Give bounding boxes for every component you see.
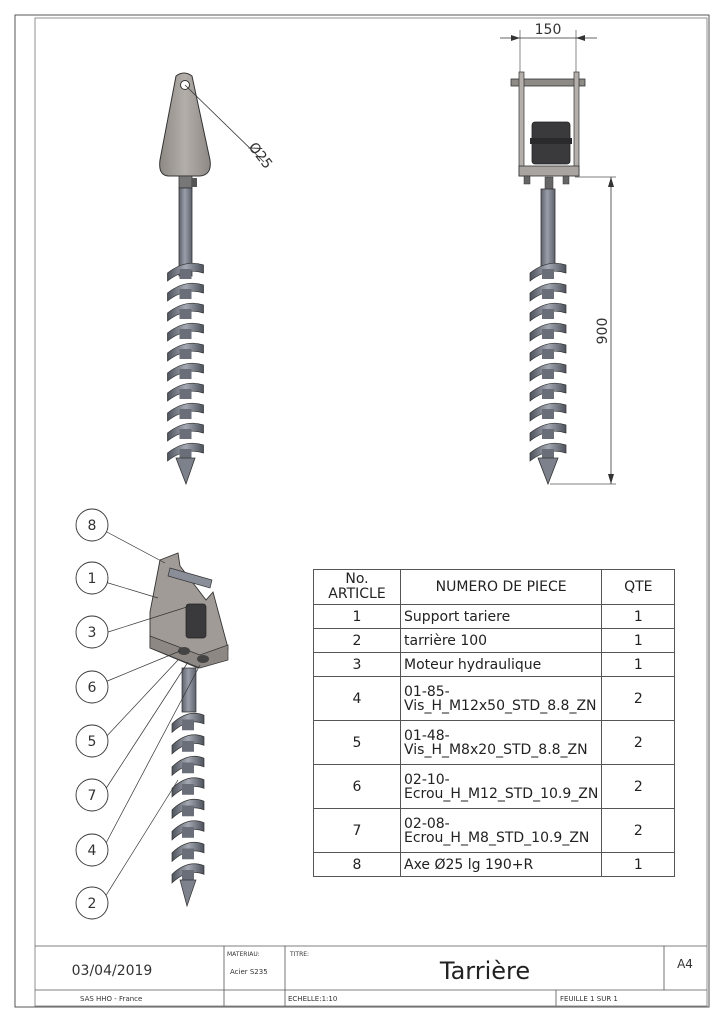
bom-name: 01-48-Vis_H_M8x20_STD_8.8_ZN — [401, 721, 602, 765]
title-label: TITRE: — [290, 951, 310, 958]
bom-num: 3 — [314, 653, 401, 677]
bom-name: 01-85-Vis_H_M12x50_STD_8.8_ZN — [401, 677, 602, 721]
iso-auger-tip — [180, 880, 196, 906]
auger-flights — [168, 263, 204, 461]
bom-qty: 1 — [602, 853, 675, 877]
iso-motor — [186, 604, 206, 638]
nut-right — [563, 176, 569, 184]
bom-header-part: NUMERO DE PIECE — [401, 570, 602, 605]
bom-name: Axe Ø25 lg 190+R — [401, 853, 602, 877]
balloon-label: 7 — [87, 788, 97, 804]
shaft — [179, 188, 192, 276]
auger-core — [180, 289, 192, 299]
paper-format: A4 — [677, 957, 693, 971]
scale: ECHELLE:1:10 — [288, 995, 338, 1003]
bom-qty: 1 — [602, 605, 675, 629]
bom-header-row — [314, 570, 675, 605]
auger-core — [542, 389, 554, 399]
bom-num: 7 — [314, 809, 401, 853]
auger-core — [180, 409, 192, 419]
bom-num: 6 — [314, 765, 401, 809]
bracket-base — [519, 166, 579, 176]
balloon-label: 1 — [87, 571, 97, 587]
front-view — [160, 73, 276, 484]
balloon-label: 6 — [87, 680, 97, 696]
auger-core — [180, 429, 192, 439]
auger-core — [542, 309, 554, 319]
balloon-label: 4 — [87, 843, 97, 859]
bom-header-qty: QTE — [602, 570, 675, 605]
bom-row — [314, 629, 675, 653]
iso-auger-flights — [172, 713, 204, 883]
bom-header-article: No. ARTICLE — [314, 570, 401, 605]
auger-core — [542, 429, 554, 439]
sheet-number: FEUILLE 1 SUR 1 — [560, 995, 618, 1003]
balloon-label: 8 — [87, 518, 97, 534]
auger-core — [182, 720, 194, 731]
company: SAS HHO - France — [80, 995, 143, 1003]
auger-core — [182, 870, 194, 881]
bom-qty: 2 — [602, 721, 675, 765]
auger-core — [182, 763, 194, 774]
balloon-label: 3 — [87, 625, 97, 641]
width-arrow-left — [511, 35, 520, 41]
iso-nut — [197, 655, 209, 663]
bracket-right — [574, 72, 579, 176]
auger-tip — [176, 458, 195, 484]
side-view — [500, 22, 616, 484]
auger-core — [182, 741, 194, 752]
auger-tip — [538, 458, 558, 484]
diameter-label: Ø25 — [244, 139, 276, 173]
bom-num: 8 — [314, 853, 401, 877]
motor-ring — [530, 138, 572, 144]
bom-row — [314, 605, 675, 629]
isometric-view — [76, 509, 228, 919]
hub-clip — [192, 178, 197, 187]
material-value: Acier S235 — [230, 968, 268, 976]
auger-core — [180, 329, 192, 339]
width-arrow-right — [576, 35, 585, 41]
auger-core — [180, 349, 192, 359]
auger-core — [180, 309, 192, 319]
auger-core — [542, 409, 554, 419]
material-label: MATERIAU: — [227, 951, 260, 958]
bom-num: 5 — [314, 721, 401, 765]
bom-row — [314, 653, 675, 677]
bom-row — [314, 809, 675, 853]
bom-row — [314, 677, 675, 721]
bom-name: 02-08-Ecrou_H_M8_STD_10.9_ZN — [401, 809, 602, 853]
bom-row — [314, 765, 675, 809]
auger-core — [180, 389, 192, 399]
bill-of-materials — [313, 569, 675, 877]
auger-core — [542, 349, 554, 359]
bom-name: Moteur hydraulique — [401, 653, 602, 677]
auger-core — [180, 369, 192, 379]
iso-shaft — [182, 668, 196, 712]
bracket-left — [519, 72, 524, 176]
auger-core — [542, 449, 554, 459]
bom-qty: 2 — [602, 765, 675, 809]
balloons — [76, 509, 108, 919]
bom-qty: 2 — [602, 677, 675, 721]
balloon-label: 5 — [87, 734, 97, 750]
auger-core — [542, 369, 554, 379]
hub — [179, 176, 192, 188]
height-arrow-top — [608, 177, 614, 187]
bom-num: 4 — [314, 677, 401, 721]
auger-core — [542, 289, 554, 299]
auger-core — [180, 269, 192, 279]
bom-qty: 1 — [602, 653, 675, 677]
auger-core — [182, 784, 194, 795]
bom-qty: 2 — [602, 809, 675, 853]
bom-row — [314, 853, 675, 877]
bom-name: 02-10-Ecrou_H_M12_STD_10.9_ZN — [401, 765, 602, 809]
auger-core — [182, 849, 194, 860]
bom-num: 1 — [314, 605, 401, 629]
shaft — [541, 189, 555, 269]
auger-flights — [530, 263, 566, 461]
nut-left — [524, 176, 530, 184]
balloon-label: 2 — [87, 896, 97, 912]
drawing-title: Tarrière — [439, 957, 531, 985]
bom-row — [314, 721, 675, 765]
bom-name: Support tariere — [401, 605, 602, 629]
bom-name: tarrière 100 — [401, 629, 602, 653]
height-arrow-bottom — [608, 474, 614, 484]
height-label: 900 — [595, 317, 611, 345]
auger-core — [542, 269, 554, 279]
bom-num: 2 — [314, 629, 401, 653]
auger-core — [180, 449, 192, 459]
auger-core — [182, 827, 194, 838]
bom-qty: 1 — [602, 629, 675, 653]
width-label: 150 — [534, 22, 562, 38]
auger-core — [182, 806, 194, 817]
nut-center — [545, 177, 553, 189]
auger-core — [542, 329, 554, 339]
date: 03/04/2019 — [71, 963, 153, 979]
